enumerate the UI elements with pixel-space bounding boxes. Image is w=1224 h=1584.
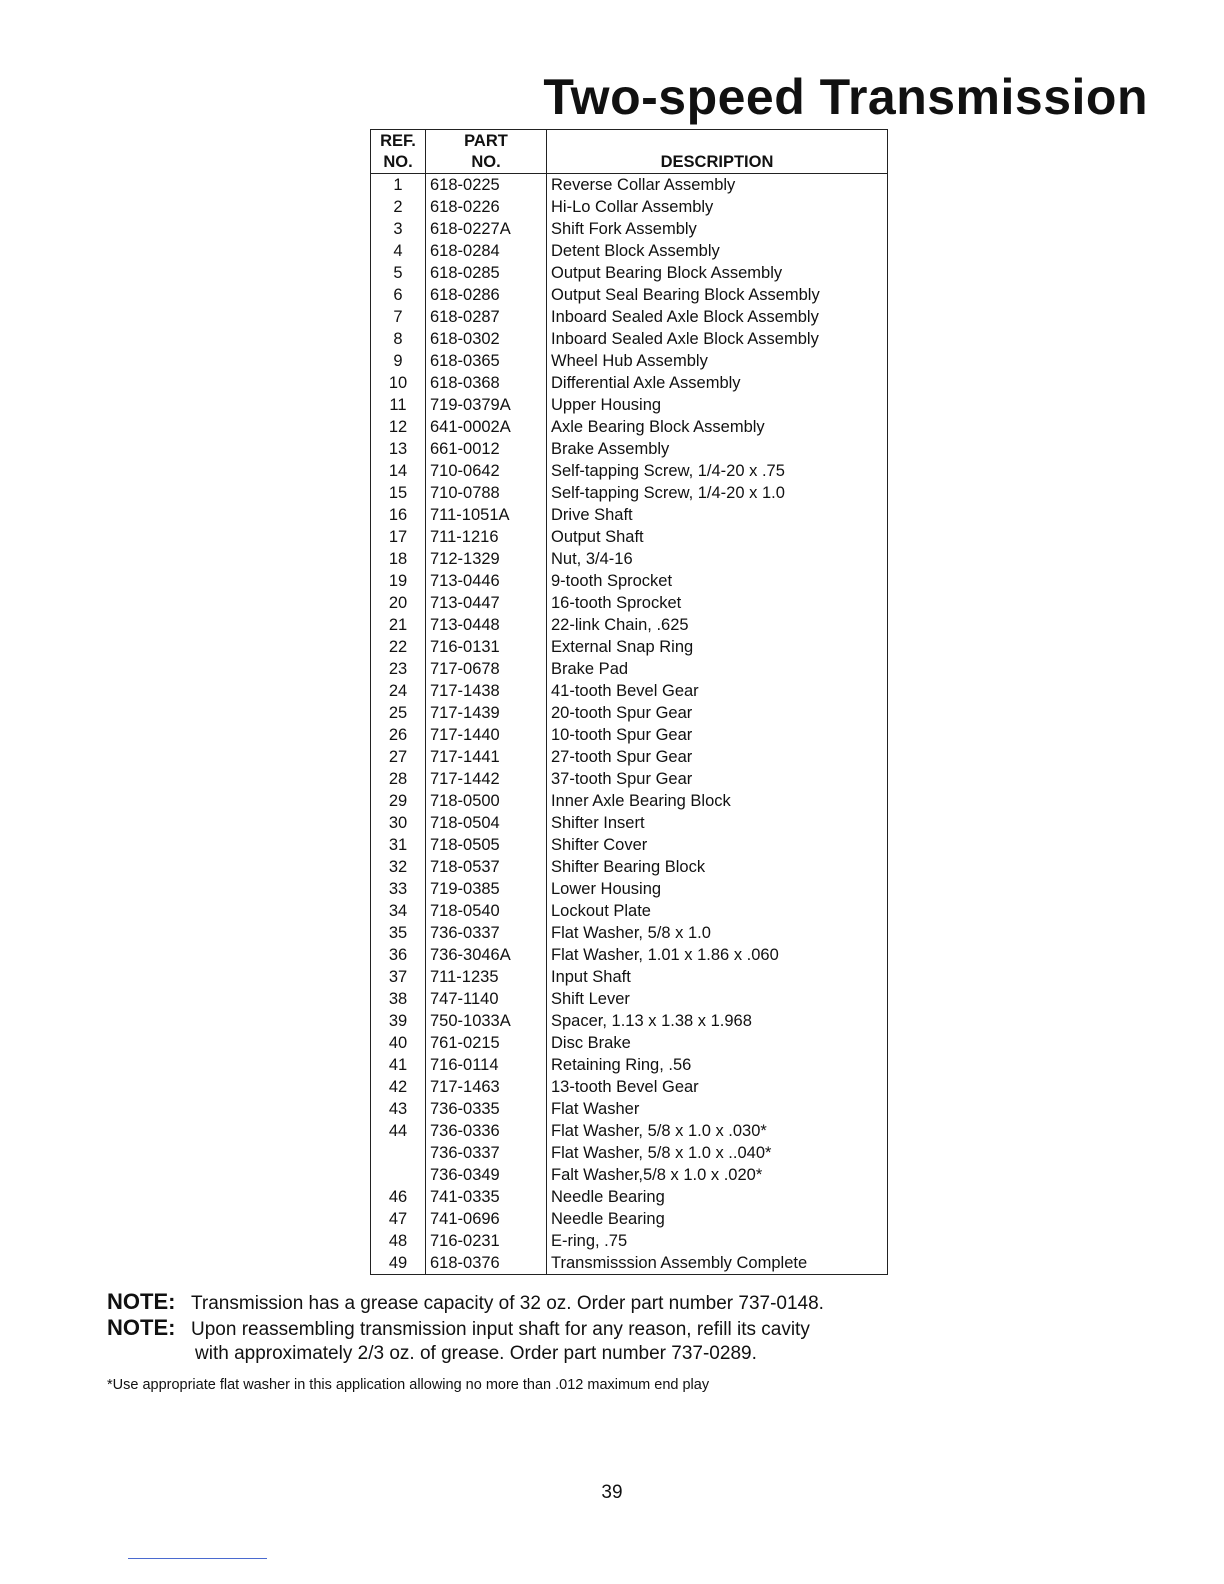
table-row: [371, 1098, 888, 1120]
cell-ref-no: 38: [371, 988, 426, 1010]
table-row: [371, 966, 888, 988]
cell-part-no: 618-0368: [426, 372, 547, 394]
cell-ref-no: 18: [371, 548, 426, 570]
cell-part-no: 618-0285: [426, 262, 547, 284]
cell-description: Shifter Bearing Block: [551, 858, 706, 876]
footnote: *Use appropriate flat washer in this application allowing no more than .012 maximum end play: [107, 1377, 710, 1393]
cell-part-no: 718-0540: [426, 900, 547, 922]
cell-part-no: 718-0504: [426, 812, 547, 834]
cell-ref-no: 27: [371, 746, 426, 768]
table-row: [371, 900, 888, 922]
cell-description: Nut, 3/4-16: [551, 550, 633, 568]
cell-description: Lockout Plate: [551, 902, 651, 920]
cell-part-no: 717-1438: [426, 680, 547, 702]
cell-description: Shifter Insert: [551, 814, 645, 832]
cell-description: Output Seal Bearing Block Assembly: [551, 286, 820, 304]
table-row: [371, 1252, 888, 1275]
table-row: [371, 944, 888, 966]
table-row: [371, 1186, 888, 1208]
cell-description: Inboard Sealed Axle Block Assembly: [551, 308, 819, 326]
table-row: [371, 680, 888, 702]
cell-ref-no: 34: [371, 900, 426, 922]
cell-ref-no: 7: [371, 306, 426, 328]
note-2: [107, 1316, 824, 1342]
table-row: [371, 328, 888, 350]
table-row: [371, 1120, 888, 1142]
cell-description: Disc Brake: [551, 1034, 631, 1052]
table-row: [371, 812, 888, 834]
cell-ref-no: 23: [371, 658, 426, 680]
cell-description: Retaining Ring, .56: [551, 1056, 692, 1074]
table-row: [371, 504, 888, 526]
page-number: 39: [601, 1482, 623, 1503]
cell-part-no: 618-0225: [426, 174, 547, 197]
cell-part-no: 618-0227A: [426, 218, 547, 240]
cell-part-no: 717-0678: [426, 658, 547, 680]
cell-description: Wheel Hub Assembly: [551, 352, 708, 370]
cell-ref-no: 30: [371, 812, 426, 834]
cell-description: 16-tooth Sprocket: [551, 594, 682, 612]
cell-ref-no: 13: [371, 438, 426, 460]
table-row: [371, 1142, 888, 1164]
table-row: [371, 262, 888, 284]
cell-description: 13-tooth Bevel Gear: [551, 1078, 699, 1096]
cell-part-no: 736-0336: [426, 1120, 547, 1142]
cell-part-no: 710-0642: [426, 460, 547, 482]
table-row: [371, 548, 888, 570]
cell-description: Needle Bearing: [551, 1188, 665, 1206]
table-row: [371, 438, 888, 460]
table-row: [371, 878, 888, 900]
cell-ref-no: 36: [371, 944, 426, 966]
cell-part-no: 713-0446: [426, 570, 547, 592]
cell-ref-no: 25: [371, 702, 426, 724]
notes: [107, 1290, 824, 1366]
cell-ref-no: 33: [371, 878, 426, 900]
cell-part-no: 713-0447: [426, 592, 547, 614]
cell-ref-no: 16: [371, 504, 426, 526]
cell-description: Detent Block Assembly: [551, 242, 720, 260]
cell-ref-no: 12: [371, 416, 426, 438]
note-label: NOTE:: [107, 1315, 176, 1340]
cell-description: Falt Washer,5/8 x 1.0 x .020*: [551, 1166, 763, 1184]
parts-table: [370, 129, 888, 1275]
table-row: [371, 922, 888, 944]
cell-description: Needle Bearing: [551, 1210, 665, 1228]
table-row: [371, 746, 888, 768]
table-row: [371, 174, 888, 197]
table-row: [371, 284, 888, 306]
cell-part-no: 618-0376: [426, 1252, 547, 1275]
cell-ref-no: 44: [371, 1120, 426, 1142]
cell-ref-no: 17: [371, 526, 426, 548]
cell-part-no: 713-0448: [426, 614, 547, 636]
note-label: NOTE:: [107, 1289, 176, 1314]
cell-part-no: 717-1441: [426, 746, 547, 768]
table-row: [371, 592, 888, 614]
cell-description: Drive Shaft: [551, 506, 633, 524]
table-row: [371, 1010, 888, 1032]
cell-part-no: 711-1216: [426, 526, 547, 548]
header-part-line2: NO.: [471, 153, 501, 171]
cell-part-no: 736-3046A: [426, 944, 547, 966]
table-header-row: [371, 130, 888, 174]
table-row: [371, 790, 888, 812]
cell-description: 22-link Chain, .625: [551, 616, 689, 634]
cell-ref-no: 11: [371, 394, 426, 416]
cell-description: Flat Washer, 1.01 x 1.86 x .060: [551, 946, 779, 964]
cell-ref-no: 26: [371, 724, 426, 746]
cell-part-no: 641-0002A: [426, 416, 547, 438]
cell-part-no: 736-0337: [426, 922, 547, 944]
header-ref-no: [371, 130, 426, 174]
cell-part-no: 618-0286: [426, 284, 547, 306]
header-ref-line1: REF.: [380, 132, 416, 150]
cell-part-no: 618-0365: [426, 350, 547, 372]
header-part-no: [426, 130, 547, 174]
table-row: [371, 1208, 888, 1230]
cell-part-no: 717-1442: [426, 768, 547, 790]
cell-ref-no: 19: [371, 570, 426, 592]
table-row: [371, 988, 888, 1010]
table-row: [371, 856, 888, 878]
cell-part-no: 736-0335: [426, 1098, 547, 1120]
table-row: [371, 768, 888, 790]
cell-ref-no: 15: [371, 482, 426, 504]
cell-part-no: 718-0505: [426, 834, 547, 856]
note-1-text: Transmission has a grease capacity of 32 oz. Order part number 737-0148.: [191, 1293, 824, 1314]
cell-part-no: 711-1051A: [426, 504, 547, 526]
cell-part-no: 618-0287: [426, 306, 547, 328]
cell-description: Reverse Collar Assembly: [551, 176, 736, 194]
cell-description: Brake Assembly: [551, 440, 670, 458]
cell-description: Output Bearing Block Assembly: [551, 264, 783, 282]
table-row: [371, 570, 888, 592]
cell-part-no: 661-0012: [426, 438, 547, 460]
cell-ref-no: 6: [371, 284, 426, 306]
cell-description: Spacer, 1.13 x 1.38 x 1.968: [551, 1012, 752, 1030]
cell-part-no: 716-0131: [426, 636, 547, 658]
cell-ref-no: 32: [371, 856, 426, 878]
table-row: [371, 1076, 888, 1098]
cell-ref-no: 39: [371, 1010, 426, 1032]
cell-ref-no: 8: [371, 328, 426, 350]
cell-part-no: 736-0337: [426, 1142, 547, 1164]
cell-ref-no: 40: [371, 1032, 426, 1054]
cell-part-no: 712-1329: [426, 548, 547, 570]
cell-description: Flat Washer: [551, 1100, 640, 1118]
cell-part-no: 710-0788: [426, 482, 547, 504]
cell-ref-no: [371, 1142, 426, 1164]
cell-ref-no: 31: [371, 834, 426, 856]
header-part-line1: PART: [464, 132, 508, 150]
cell-description: 10-tooth Spur Gear: [551, 726, 693, 744]
cell-description: 37-tooth Spur Gear: [551, 770, 693, 788]
table-body: [371, 174, 888, 1275]
note-2-text-line1: Upon reassembling transmission input shaft for any reason, refill its cavity: [191, 1319, 810, 1340]
cell-ref-no: 9: [371, 350, 426, 372]
table-row: [371, 526, 888, 548]
cell-description: Shift Lever: [551, 990, 630, 1008]
cell-description: 41-tooth Bevel Gear: [551, 682, 699, 700]
table-row: [371, 1164, 888, 1186]
cell-ref-no: 21: [371, 614, 426, 636]
cell-ref-no: 14: [371, 460, 426, 482]
cell-ref-no: 43: [371, 1098, 426, 1120]
cell-part-no: 618-0302: [426, 328, 547, 350]
cell-part-no: 711-1235: [426, 966, 547, 988]
cell-description: Flat Washer, 5/8 x 1.0 x ..040*: [551, 1144, 772, 1162]
table-row: [371, 1032, 888, 1054]
table-row: [371, 196, 888, 218]
cell-description: Output Shaft: [551, 528, 644, 546]
cell-description: Upper Housing: [551, 396, 662, 414]
cell-description: Shifter Cover: [551, 836, 648, 854]
bottom-rule: [128, 1558, 267, 1559]
cell-ref-no: 10: [371, 372, 426, 394]
cell-description: Hi-Lo Collar Assembly: [551, 198, 714, 216]
table-row: [371, 636, 888, 658]
cell-ref-no: 28: [371, 768, 426, 790]
table-row: [371, 240, 888, 262]
table-row: [371, 724, 888, 746]
table-row: [371, 218, 888, 240]
cell-ref-no: 48: [371, 1230, 426, 1252]
cell-ref-no: 29: [371, 790, 426, 812]
cell-ref-no: 4: [371, 240, 426, 262]
cell-part-no: 716-0114: [426, 1054, 547, 1076]
cell-ref-no: 41: [371, 1054, 426, 1076]
cell-description: External Snap Ring: [551, 638, 694, 656]
cell-part-no: 736-0349: [426, 1164, 547, 1186]
table-row: [371, 834, 888, 856]
cell-ref-no: 2: [371, 196, 426, 218]
cell-description: Inboard Sealed Axle Block Assembly: [551, 330, 819, 348]
cell-part-no: 718-0500: [426, 790, 547, 812]
cell-part-no: 747-1140: [426, 988, 547, 1010]
cell-description: Brake Pad: [551, 660, 629, 678]
cell-part-no: 717-1439: [426, 702, 547, 724]
cell-description: Lower Housing: [551, 880, 662, 898]
cell-ref-no: 22: [371, 636, 426, 658]
cell-description: 20-tooth Spur Gear: [551, 704, 693, 722]
table-row: [371, 614, 888, 636]
cell-part-no: 717-1440: [426, 724, 547, 746]
table-row: [371, 1054, 888, 1076]
table-row: [371, 460, 888, 482]
cell-description: Axle Bearing Block Assembly: [551, 418, 765, 436]
table-row: [371, 372, 888, 394]
cell-part-no: 741-0335: [426, 1186, 547, 1208]
cell-description: Shift Fork Assembly: [551, 220, 697, 238]
table-row: [371, 702, 888, 724]
table-row: [371, 482, 888, 504]
cell-description: Inner Axle Bearing Block: [551, 792, 731, 810]
table-row: [371, 350, 888, 372]
cell-part-no: 750-1033A: [426, 1010, 547, 1032]
cell-description: 9-tooth Sprocket: [551, 572, 673, 590]
table-row: [371, 416, 888, 438]
cell-description: Flat Washer, 5/8 x 1.0 x .030*: [551, 1122, 767, 1140]
table-row: [371, 394, 888, 416]
cell-ref-no: [371, 1164, 426, 1186]
cell-ref-no: 47: [371, 1208, 426, 1230]
cell-part-no: 717-1463: [426, 1076, 547, 1098]
cell-ref-no: 35: [371, 922, 426, 944]
table-row: [371, 658, 888, 680]
header-ref-line2: NO.: [383, 153, 413, 171]
cell-description: E-ring, .75: [551, 1232, 628, 1250]
cell-part-no: 618-0226: [426, 196, 547, 218]
cell-part-no: 716-0231: [426, 1230, 547, 1252]
cell-ref-no: 5: [371, 262, 426, 284]
cell-description: Self-tapping Screw, 1/4-20 x .75: [551, 462, 785, 480]
cell-part-no: 718-0537: [426, 856, 547, 878]
cell-part-no: 618-0284: [426, 240, 547, 262]
cell-ref-no: 20: [371, 592, 426, 614]
cell-description: Self-tapping Screw, 1/4-20 x 1.0: [551, 484, 785, 502]
page-title: Two-speed Transmission: [543, 69, 1148, 125]
cell-ref-no: 3: [371, 218, 426, 240]
cell-ref-no: 37: [371, 966, 426, 988]
table-row: [371, 306, 888, 328]
cell-ref-no: 46: [371, 1186, 426, 1208]
header-description: DESCRIPTION: [547, 130, 888, 174]
note-2-text-line2: with approximately 2/3 oz. of grease. Order part number 737-0289.: [195, 1343, 757, 1364]
cell-part-no: 761-0215: [426, 1032, 547, 1054]
cell-description: Flat Washer, 5/8 x 1.0: [551, 924, 711, 942]
cell-ref-no: 24: [371, 680, 426, 702]
note-1: [107, 1290, 824, 1316]
table-row: [371, 1230, 888, 1252]
cell-ref-no: 42: [371, 1076, 426, 1098]
cell-description: Input Shaft: [551, 968, 631, 986]
cell-part-no: 719-0385: [426, 878, 547, 900]
cell-ref-no: 1: [371, 174, 426, 197]
cell-part-no: 719-0379A: [426, 394, 547, 416]
cell-part-no: 741-0696: [426, 1208, 547, 1230]
cell-description: Differential Axle Assembly: [551, 374, 741, 392]
cell-description: Transmisssion Assembly Complete: [551, 1254, 808, 1272]
cell-description: 27-tooth Spur Gear: [551, 748, 693, 766]
cell-ref-no: 49: [371, 1252, 426, 1275]
